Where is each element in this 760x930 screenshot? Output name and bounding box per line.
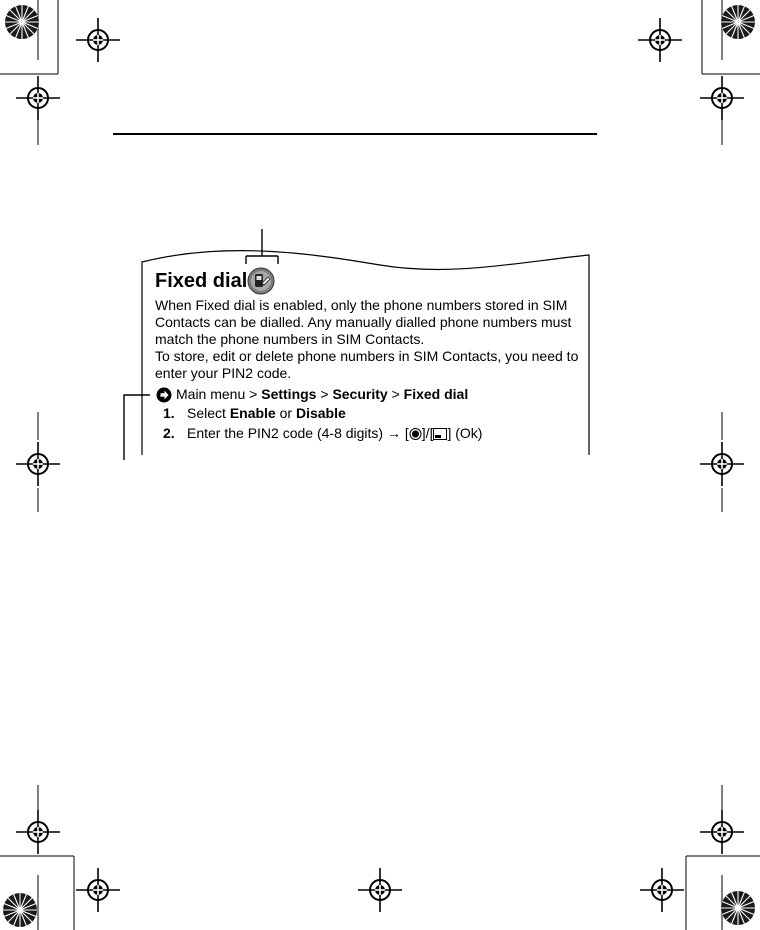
- color-target-icon: [3, 893, 37, 927]
- registration-mark-icon: [76, 868, 120, 912]
- step-1-text: [187, 405, 346, 422]
- registration-mark-icon: [700, 810, 744, 854]
- menu-path-arrow-icon: [157, 388, 172, 403]
- path-callout-bracket: [124, 395, 150, 460]
- menu-path-separator: >: [391, 386, 400, 402]
- step-arrow: →: [387, 425, 401, 441]
- registration-mark-icon: [16, 76, 60, 120]
- color-target-icon: [5, 5, 39, 39]
- menu-path-item-security: Security: [332, 386, 388, 402]
- registration-mark-icon: [16, 442, 60, 486]
- registration-mark-icon: [76, 18, 120, 62]
- menu-path-item-settings: Settings: [261, 386, 317, 402]
- registration-mark-icon: [16, 810, 60, 854]
- menu-path: [176, 386, 468, 403]
- menu-path-item-fixed-dial: Fixed dial: [403, 386, 469, 402]
- key-bracket-close: ]: [447, 425, 452, 441]
- registration-mark-icon: [640, 868, 684, 912]
- pin2-note-paragraph: To store, edit or delete phone numbers in SIM Contacts, you need to enter your PIN2 code.: [155, 348, 579, 381]
- registration-mark-icon: [638, 18, 682, 62]
- menu-path-prefix: Main menu: [176, 386, 246, 402]
- key-separator: /: [425, 425, 430, 441]
- description-paragraph: When Fixed dial is enabled, only the phone numbers stored in SIM Contacts can be dialled. Any manually dialled phone numbers must match the phone numbers in SIM Contacts.: [155, 297, 572, 347]
- registration-mark-icon: [700, 76, 744, 120]
- step-1-conj: or: [279, 405, 293, 421]
- menu-path-separator: >: [249, 386, 258, 402]
- left-soft-key-icon: [433, 428, 447, 440]
- step-2-text: [187, 425, 482, 442]
- step-number: 2.: [163, 425, 175, 441]
- key-bracket-open: [: [404, 425, 409, 441]
- registration-mark-icon: [700, 442, 744, 486]
- key-bracket-open: [: [429, 425, 434, 441]
- fixed-dial-badge-icon: [248, 268, 274, 294]
- color-target-icon: [721, 891, 755, 925]
- option-enable: Enable: [229, 405, 276, 421]
- step-1-lead: Select: [187, 405, 226, 421]
- center-key-icon: [409, 428, 422, 440]
- section-title: Fixed dial: [155, 270, 248, 292]
- menu-path-separator: >: [320, 386, 329, 402]
- step-number: 1.: [163, 405, 175, 421]
- color-target-icon: [721, 5, 755, 39]
- key-bracket-close: ]: [421, 425, 426, 441]
- step-2-suffix: (Ok): [455, 425, 483, 441]
- step-2-lead: Enter the PIN2 code (4-8 digits): [187, 425, 384, 441]
- icon-callout-bracket: [246, 229, 278, 264]
- registration-mark-icon: [358, 868, 402, 912]
- option-disable: Disable: [295, 405, 346, 421]
